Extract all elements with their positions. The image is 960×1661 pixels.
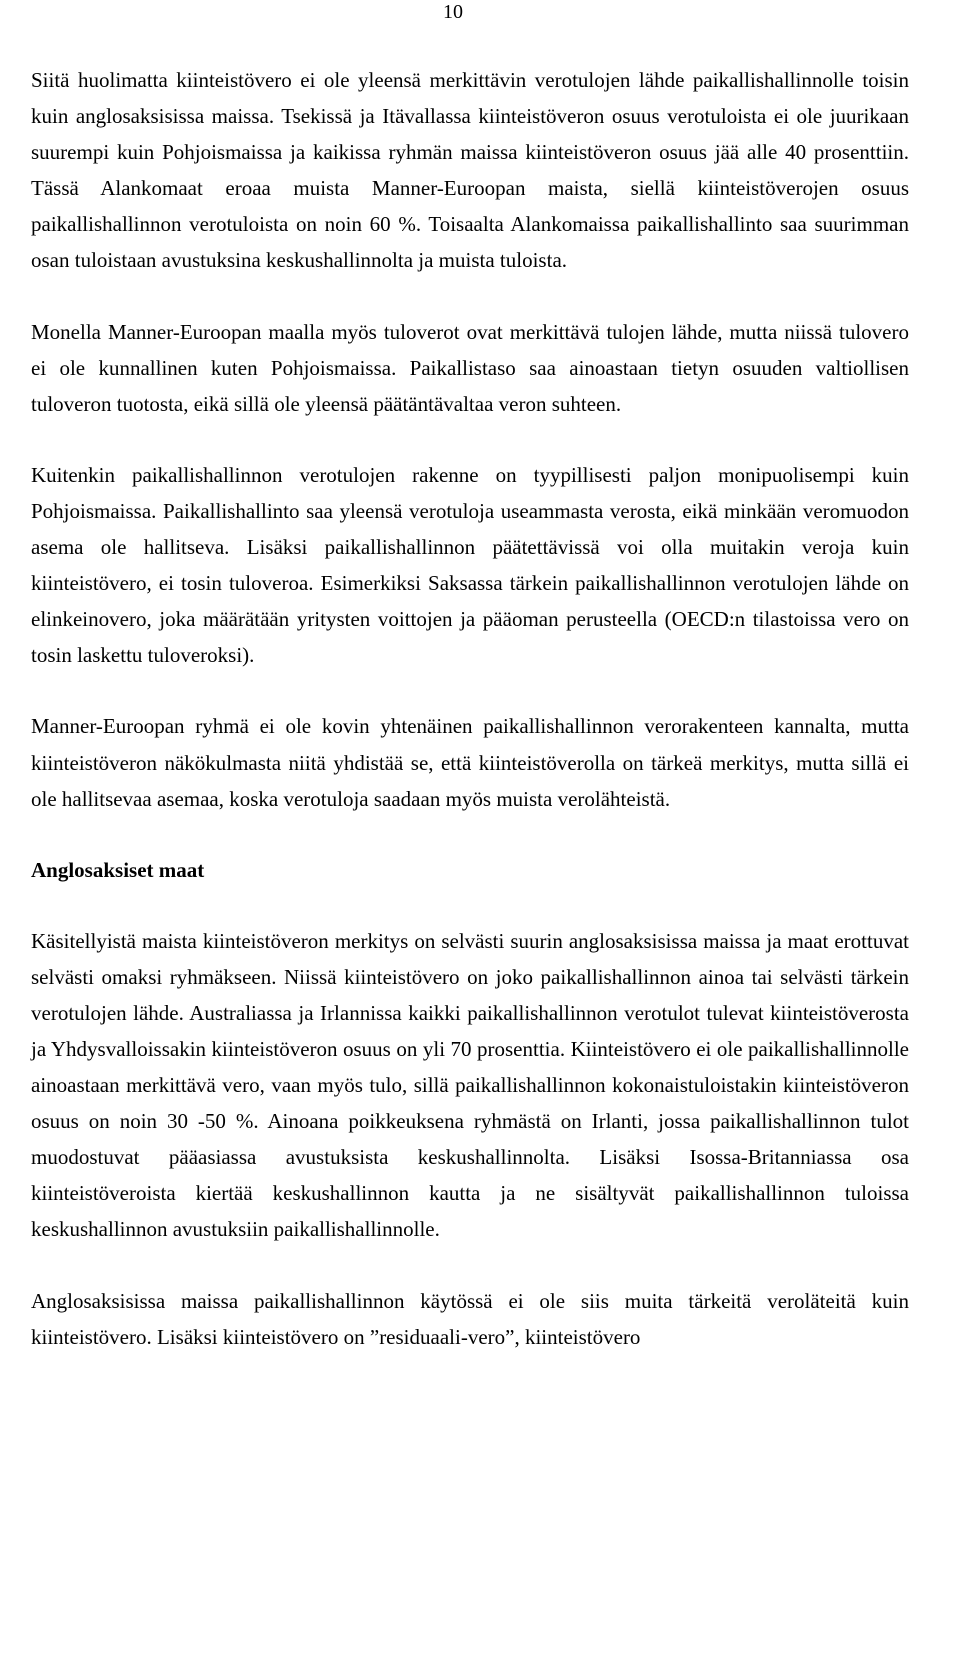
- paragraph-residual-tax: Anglosaksisissa maissa paikallishallinnon käytössä ei ole siis muita tärkeitä veroläteitä kuin kiinteistövero. Lisäksi kiinteistövero on ”residuaali-vero”, kiinteistövero: [31, 1288, 909, 1349]
- document-body: [31, 62, 909, 1355]
- paragraph-tax-structure: Kuitenkin paikallishallinnon verotulojen rakenne on tyypillisesti paljon monipuolisempi kuin Pohjoismaissa. Paikallishallinto saa yleensä verotuloja useammasta verosta, eikä minkään veromuodon asema ole hallitseva. Lisäksi paikallishallinnon päätettävissä voi olla muitakin veroja kuin kiinteistövero, ei tosin tuloveroa. Esimerkiksi Saksassa tärkein paikallishallinnon verotulojen lähde on elinkeinovero, joka määrätään yritysten voittojen ja pääoman perusteella (OECD:n tilastoissa vero on tosin laskettu tuloveroksi).: [31, 462, 909, 668]
- paragraph-anglo-saxon-countries: Käsitellyistä maista kiinteistöveron merkitys on selvästi suurin anglosaksisissa maissa ja maat erottuvat selvästi omaksi ryhmäkseen. Niissä kiinteistövero on joko paikallishallinnon ainoa tai selvästi tärkein verotulojen lähde. Australiassa ja Irlannissa kaikki paikallishallinnon verotulot tulevat kiinteistöverosta ja Yhdysvalloissakin kiinteistöveron osuus on yli 70 prosenttia. Kiinteistövero ei ole paikallishallinnolle ainoastaan merkittävä vero, vaan myös tulo, sillä paikallishallinnon kokonaistuloistakin kiinteistöveron osuus on noin 30 -50 %. Ainoana poikkeuksena ryhmästä on Irlanti, jossa paikallishallinnon tulot muodostuvat pääasiassa avustuksista keskushallinnolta. Lisäksi Isossa-Britanniassa osa kiinteistöveroista kiertää keskushallinnon kautta ja ne sisältyvät paikallishallinnon tuloissa keskushallinnon avustuksiin paikallishallinnolle.: [31, 928, 909, 1242]
- page-number: 10: [443, 1, 463, 23]
- paragraph-income-taxes: Monella Manner-Euroopan maalla myös tuloverot ovat merkittävä tulojen lähde, mutta niissä tulovero ei ole kunnallinen kuten Pohjoismaissa. Paikallistaso saa ainoastaan tietyn osuuden valtiollisen tuloveron tuotosta, eikä sillä ole yleensä päätäntävaltaa veron suhteen.: [31, 319, 909, 416]
- section-heading: Anglosaksiset maat: [31, 857, 205, 882]
- paragraph-property-tax-share: Siitä huolimatta kiinteistövero ei ole yleensä merkittävin verotulojen lähde paikallishallinnolle toisin kuin anglosaksisissa maissa. Tsekissä ja Itävallassa kiinteistöveron osuus verotuloista ei ole juurikaan suurempi kuin Pohjoismaissa ja kaikissa ryhmän maissa kiinteistöveron osuus jää alle 40 prosenttiin. Tässä Alankomaat eroaa muista Manner-Euroopan maista, siellä kiinteistöverojen osuus paikallishallinnon verotuloista on noin 60 %. Toisaalta Alankomaissa paikallishallinto saa suurimman osan tuloistaan avustuksina keskushallinnolta ja muista tuloista.: [31, 68, 909, 273]
- paragraph-continental-europe-summary: Manner-Euroopan ryhmä ei ole kovin yhtenäinen paikallishallinnon verorakenteen kannalta, mutta kiinteistöveron näkökulmasta niitä yhdistää se, että kiinteistöverolla on tärkeä merkitys, mutta sillä ei ole hallitsevaa asemaa, koska verotuloja saadaan myös muista verolähteistä.: [31, 714, 909, 811]
